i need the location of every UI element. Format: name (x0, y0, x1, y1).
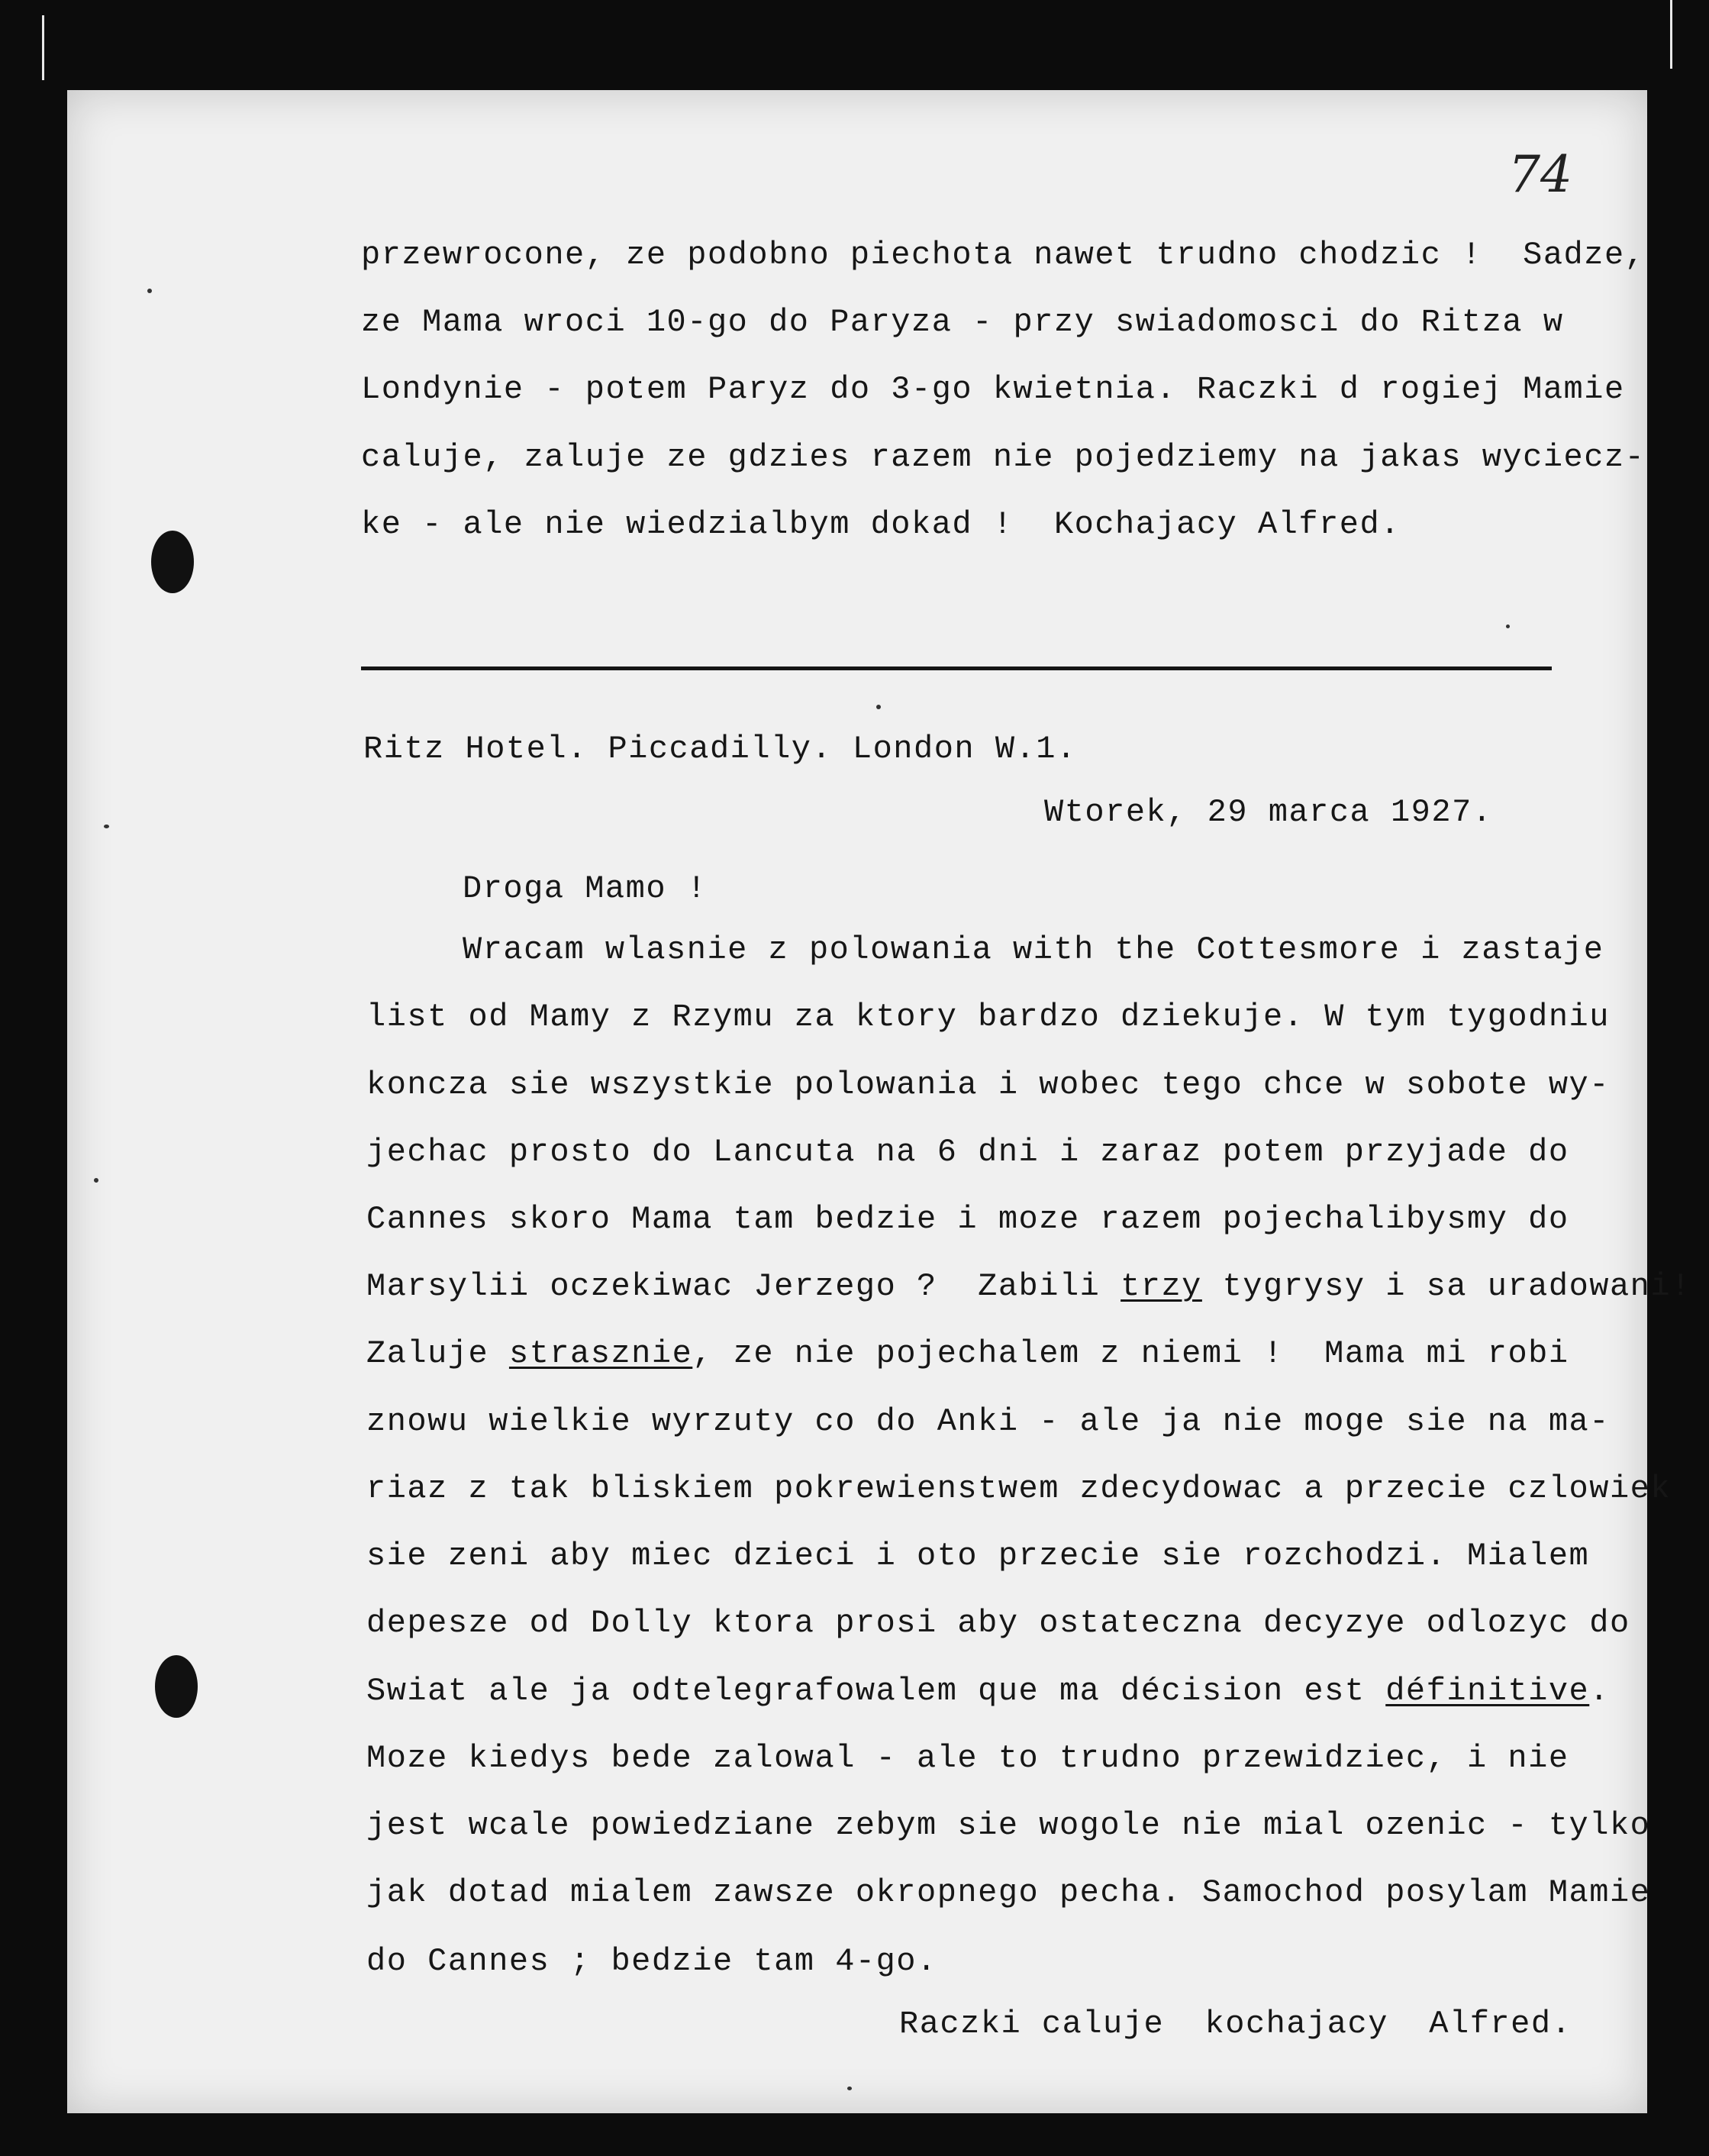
body-line: list od Mamy z Rzymu za ktory bardzo dziekuje. W tym tygodniu (366, 999, 1610, 1035)
underlined-word: trzy (1121, 1268, 1202, 1305)
letter-divider (361, 666, 1552, 670)
film-edge-mark-right (1670, 0, 1672, 69)
body-line: Cannes skoro Mama tam bedzie i moze razem pojechalibysmy do (366, 1201, 1569, 1238)
scan-speck (876, 705, 881, 709)
salutation: Droga Mamo ! (463, 870, 708, 907)
punch-hole-bottom (155, 1655, 198, 1718)
underlined-word: définitive (1385, 1673, 1590, 1709)
underlined-word: strasznie (508, 1335, 693, 1372)
scan-speck (94, 1178, 98, 1183)
body-text: Swiat ale ja odtelegrafowalem que ma décision est (366, 1673, 1386, 1709)
upper-letter-line: Londynie - potem Paryz do 3-go kwietnia. Raczki d rogiej Mamie (361, 371, 1625, 408)
body-text: . (1589, 1673, 1610, 1709)
page-number: 74 (1508, 145, 1572, 204)
sender-address: Ritz Hotel. Piccadilly. London W.1. (363, 731, 1077, 767)
body-line: Moze kiedys bede zalowal - ale to trudno przewidziec, i nie (366, 1740, 1569, 1777)
body-line: znowu wielkie wyrzuty co do Anki - ale ja nie moge sie na ma- (366, 1403, 1610, 1440)
upper-letter-line: caluje, zaluje ze gdzies razem nie pojedziemy na jakas wyciecz- (361, 439, 1646, 476)
scan-speck (104, 825, 109, 828)
upper-letter-line: ze Mama wroci 10-go do Paryza - przy swiadomosci do Ritza w (361, 304, 1564, 341)
scan-speck (847, 2087, 852, 2090)
scan-speck (1506, 625, 1510, 628)
body-text: , ze nie pojechalem z niemi ! Mama mi robi (692, 1335, 1569, 1372)
upper-letter-line: ke - ale nie wiedzialbym dokad ! Kochajacy Alfred. (361, 506, 1401, 543)
body-line (366, 1675, 1610, 1707)
body-text: tygrysy i sa uradowani! (1201, 1268, 1691, 1305)
body-text: Marsylii oczekiwac Jerzego ? Zabili (366, 1268, 1121, 1305)
body-line: koncza sie wszystkie polowania i wobec tego chce w sobote wy- (366, 1067, 1610, 1103)
body-line: do Cannes ; bedzie tam 4-go. (366, 1943, 937, 1980)
closing-signature: Raczki caluje kochajacy Alfred. (899, 2006, 1572, 2042)
letter-page (67, 90, 1691, 2113)
letter-date: Wtorek, 29 marca 1927. (1044, 794, 1493, 831)
body-line: sie zeni aby miec dzieci i oto przecie sie rozchodzi. Mialem (366, 1538, 1590, 1574)
body-text: Zaluje (366, 1335, 509, 1372)
scan-speck (147, 289, 152, 293)
body-line: jak dotad mialem zawsze okropnego pecha. Samochod posylam Mamie (366, 1874, 1651, 1911)
body-line (366, 1268, 1691, 1305)
film-edge-mark-left (42, 15, 44, 80)
upper-letter-line: przewrocone, ze podobno piechota nawet trudno chodzic ! Sadze, (361, 237, 1646, 273)
body-line: riaz z tak bliskiem pokrewienstwem zdecydowac a przecie czlowiek (366, 1470, 1672, 1507)
punch-hole-top (151, 531, 194, 593)
body-line: jest wcale powiedziane zebym sie wogole nie mial ozenic - tylko (366, 1807, 1651, 1844)
body-line: depesze od Dolly ktora prosi aby ostateczna decyzye odlozyc do (366, 1605, 1630, 1641)
body-line: Wracam wlasnie z polowania with the Cottesmore i zastaje (463, 931, 1604, 968)
body-line: jechac prosto do Lancuta na 6 dni i zaraz potem przyjade do (366, 1134, 1569, 1170)
body-line (366, 1335, 1569, 1372)
